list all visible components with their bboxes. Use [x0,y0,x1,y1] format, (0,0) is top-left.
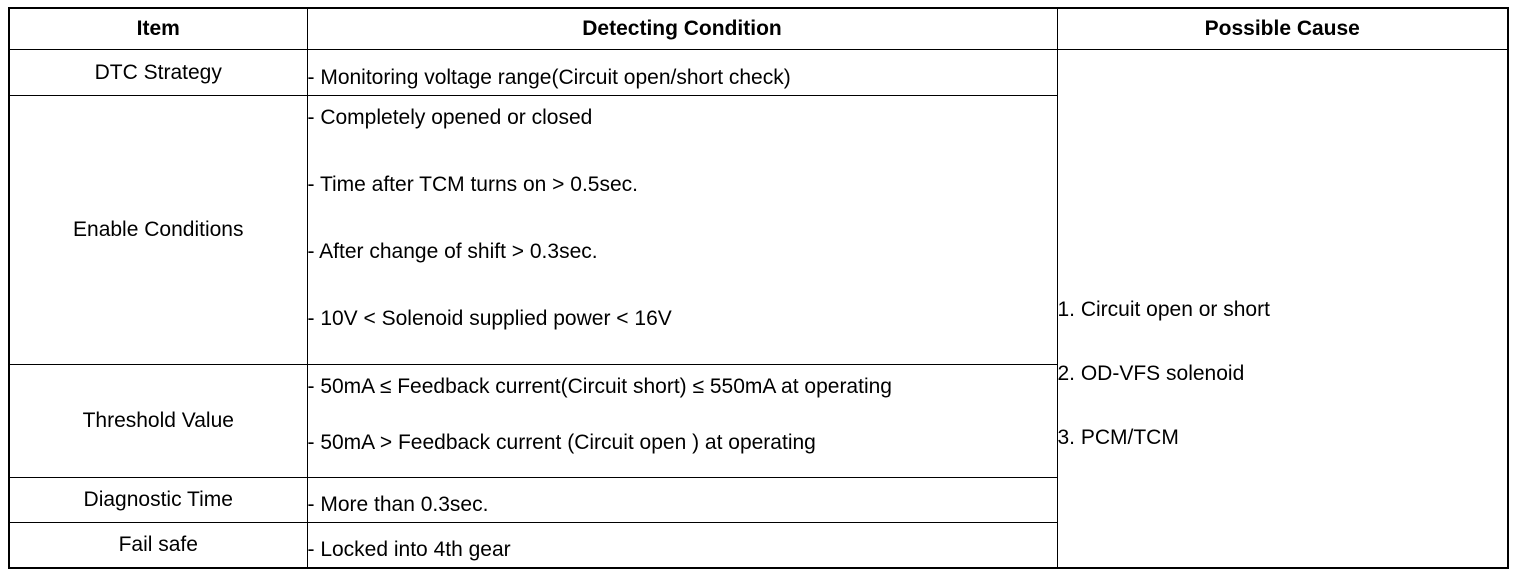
possible-cause-item: 1. Circuit open or short [1057,298,1270,322]
condition-line: - 10V < Solenoid supplied power < 16V [307,307,672,330]
condition-line: - 50mA > Feedback current (Circuit open ) at operating [307,431,816,454]
condition-line: - 50mA ≤ Feedback current(Circuit short) ≤ 550mA at operating [307,375,892,398]
condition-line: - More than 0.3sec. [307,493,489,516]
possible-cause-cell [1057,50,1508,568]
condition-cell [307,365,1057,478]
condition-line: - Monitoring voltage range(Circuit open/short check) [307,65,791,89]
condition-cell [307,50,1057,96]
item-diagnostic-time: Diagnostic Time [9,478,307,523]
possible-cause-list [1058,298,1508,490]
item-threshold-value: Threshold Value [9,365,307,478]
possible-cause-item: 3. PCM/TCM [1057,426,1179,450]
item-enable-conditions: Enable Conditions [9,96,307,365]
condition-line: - Time after TCM turns on > 0.5sec. [307,173,638,196]
dtc-spec-table [8,7,1509,569]
item-dtc-strategy: DTC Strategy [9,50,307,96]
header-possible-cause: Possible Cause [1057,8,1508,50]
header-detecting-condition: Detecting Condition [307,8,1057,50]
table-row [9,50,1508,96]
possible-cause-item: 2. OD-VFS solenoid [1057,362,1245,386]
condition-cell [307,96,1057,365]
condition-line: - After change of shift > 0.3sec. [307,240,598,263]
condition-line: - Locked into 4th gear [307,537,511,561]
condition-cell [307,523,1057,568]
condition-line: - Completely opened or closed [307,106,593,129]
item-fail-safe: Fail safe [9,523,307,568]
header-item: Item [9,8,307,50]
header-row [9,8,1508,50]
condition-cell [307,478,1057,523]
